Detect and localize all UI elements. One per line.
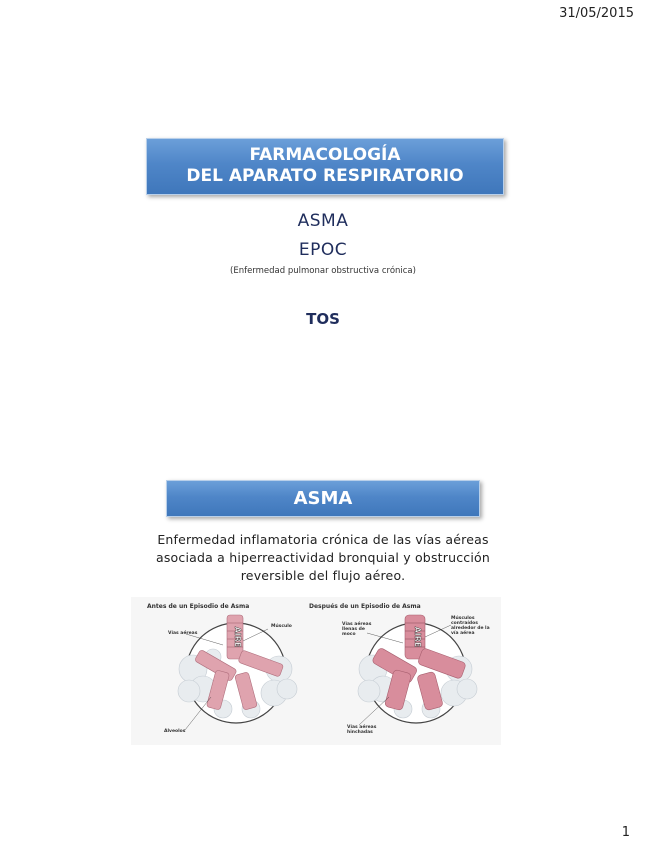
- topic-tos: TOS: [306, 310, 340, 328]
- label-contracted-muscles: Músculos contraídos alrededor de la vía aérea: [451, 616, 490, 636]
- slide-title-line1: FARMACOLOGÍA: [249, 145, 401, 165]
- label-airways: Vías aéreas: [168, 631, 198, 636]
- slide-date: 31/05/2015: [559, 6, 634, 21]
- definition-line-3: reversible del flujo aéreo.: [240, 568, 406, 583]
- topic-epoc: EPOC: [298, 240, 348, 260]
- page-number: 1: [621, 825, 630, 840]
- asma-title-banner: ASMA: [166, 480, 480, 517]
- airway-diagram: [131, 597, 501, 745]
- airway-word-right: AIRE: [413, 626, 422, 648]
- topic-asma: ASMA: [297, 211, 349, 231]
- before-episode-title: Antes de un Episodio de Asma: [147, 603, 250, 610]
- definition-line-2: asociada a hiperreactividad bronquial y obstrucción: [155, 550, 491, 565]
- airway-word-left: AIRE: [233, 626, 242, 648]
- definition-line-1: Enfermedad inflamatoria crónica de las vías aéreas: [157, 532, 489, 547]
- asthma-illustration: [131, 597, 501, 745]
- label-mucus-airways: Vías aéreas llenas de moco: [342, 622, 372, 637]
- slide-title-line2: DEL APARATO RESPIRATORIO: [186, 166, 464, 186]
- slide-title-banner: [146, 138, 504, 195]
- after-episode-title: Después de un Episodio de Asma: [309, 603, 421, 610]
- label-swollen-airways: Vías aéreas hinchadas: [347, 725, 377, 735]
- label-alveoli: Alveolos: [164, 729, 186, 734]
- label-muscle: Músculo: [271, 624, 292, 629]
- topic-epoc-subtitle: (Enfermedad pulmonar obstructiva crónica): [230, 266, 416, 276]
- asma-definition: [120, 531, 526, 585]
